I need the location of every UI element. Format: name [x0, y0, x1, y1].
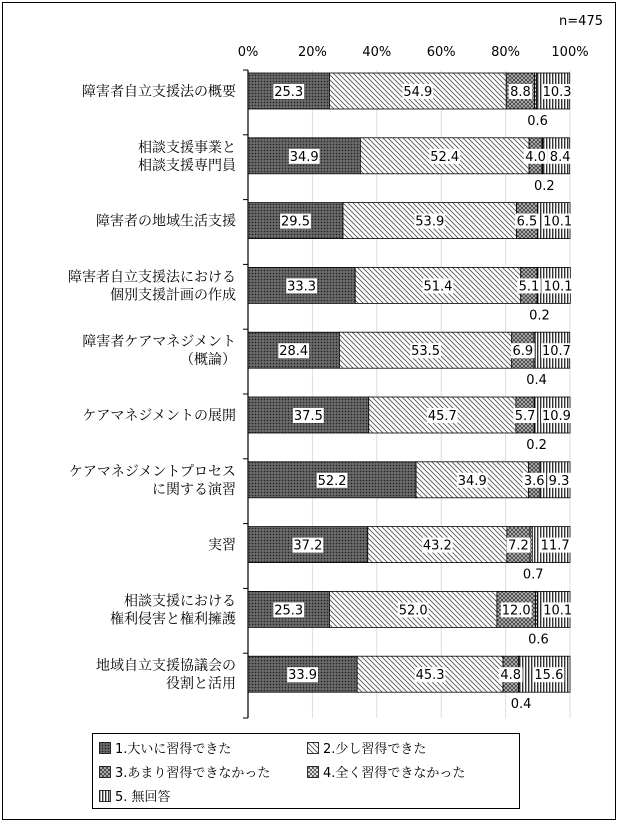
data-label: 37.5 [293, 409, 323, 424]
x-tick-label: 60% [426, 45, 456, 60]
data-label: 25.3 [274, 603, 304, 619]
data-label: 52.0 [398, 603, 428, 619]
data-label: 28.4 [279, 344, 309, 360]
x-tick-label: 80% [491, 45, 521, 60]
category-label: 役割と活用 [166, 676, 236, 693]
legend-item [307, 738, 426, 757]
legend-swatch [99, 766, 111, 778]
category-label: 障害者の地域生活支援 [96, 213, 236, 230]
legend-label: 3.あまり習得できなかった [115, 766, 271, 781]
data-label: 10.1 [543, 603, 573, 619]
x-tick-label: 40% [362, 45, 392, 60]
legend-swatch [307, 742, 319, 754]
category-label: に関する演習 [152, 481, 236, 498]
data-label: 0.7 [522, 567, 544, 583]
data-label: 53.5 [411, 344, 441, 360]
n-label: n=475 [559, 14, 603, 29]
data-label: 4.0 [525, 149, 546, 165]
data-label: 7.2 [508, 538, 529, 554]
data-label: 33.3 [287, 279, 317, 295]
data-label: 43.2 [422, 538, 452, 554]
category-label: 相談支援における [124, 593, 236, 610]
category-label: （概論） [180, 352, 236, 369]
data-label: 54.9 [403, 85, 433, 100]
data-label: 6.5 [516, 214, 538, 230]
legend-item [307, 762, 465, 781]
data-label: 0.2 [529, 308, 550, 324]
legend-label: 4.全く習得できなかった [323, 766, 466, 781]
data-label: 10.9 [541, 409, 571, 424]
category-label: 相談支援事業と [138, 139, 236, 156]
data-label: 34.9 [289, 149, 319, 165]
data-label: 0.2 [526, 438, 547, 453]
category-label: 権利侵害と権利擁護 [110, 611, 236, 628]
x-tick-label: 100% [551, 45, 589, 60]
data-label: 37.2 [293, 538, 323, 554]
data-label: 4.8 [500, 668, 522, 684]
category-label: 相談支援専門員 [138, 157, 236, 174]
x-tick-label: 20% [297, 45, 327, 60]
data-label: 5.7 [514, 409, 536, 424]
category-label: 障害者自立支援法の概要 [82, 84, 236, 100]
data-label: 10.1 [543, 279, 573, 295]
data-label: 3.6 [523, 473, 545, 489]
legend-swatch [307, 766, 319, 778]
data-label: 8.8 [510, 85, 531, 100]
data-label: 0.6 [527, 114, 548, 129]
data-label: 52.4 [430, 149, 460, 165]
data-label: 8.4 [549, 149, 571, 165]
legend-swatch [99, 790, 111, 802]
data-label: 10.3 [542, 85, 572, 100]
legend-label: 1.大いに習得できた [115, 742, 232, 757]
category-label: 障害者ケアマネジメント [82, 334, 236, 351]
data-label: 10.1 [543, 214, 573, 230]
legend-item [99, 786, 171, 805]
data-label: 9.3 [548, 473, 570, 489]
data-label: 6.9 [512, 344, 534, 360]
legend [92, 733, 520, 809]
legend-label: 5. 無回答 [115, 790, 171, 805]
data-label: 52.2 [317, 473, 347, 489]
legend-swatch [99, 742, 111, 754]
data-label: 0.2 [533, 178, 555, 194]
data-label: 0.4 [510, 697, 532, 713]
data-label: 0.6 [528, 632, 549, 648]
category-label: 地域自立支援協議会の [96, 658, 236, 675]
data-label: 15.6 [534, 668, 564, 684]
data-label: 45.7 [427, 409, 457, 424]
data-label: 25.3 [274, 85, 304, 100]
legend-item [99, 762, 270, 781]
data-label: 33.9 [288, 668, 318, 684]
data-label: 11.7 [540, 538, 570, 554]
category-label: ケアマネジメントプロセス [68, 463, 236, 480]
category-label: 実習 [208, 537, 236, 554]
data-label: 51.4 [423, 279, 453, 295]
category-label: ケアマネジメントの展開 [82, 408, 236, 424]
data-label: 34.9 [457, 473, 487, 489]
data-label: 12.0 [501, 603, 531, 619]
category-label: 障害者自立支援法における [68, 269, 236, 286]
data-label: 10.7 [541, 344, 571, 360]
category-label: 個別支援計画の作成 [110, 287, 236, 304]
data-label: 5.1 [518, 279, 540, 295]
legend-item [99, 738, 231, 757]
legend-label: 2.少し習得できた [323, 742, 427, 757]
data-label: 0.4 [526, 373, 547, 389]
x-tick-label: 0% [237, 45, 259, 60]
data-label: 29.5 [281, 214, 310, 230]
data-label: 45.3 [415, 668, 445, 684]
data-label: 53.9 [415, 214, 445, 230]
